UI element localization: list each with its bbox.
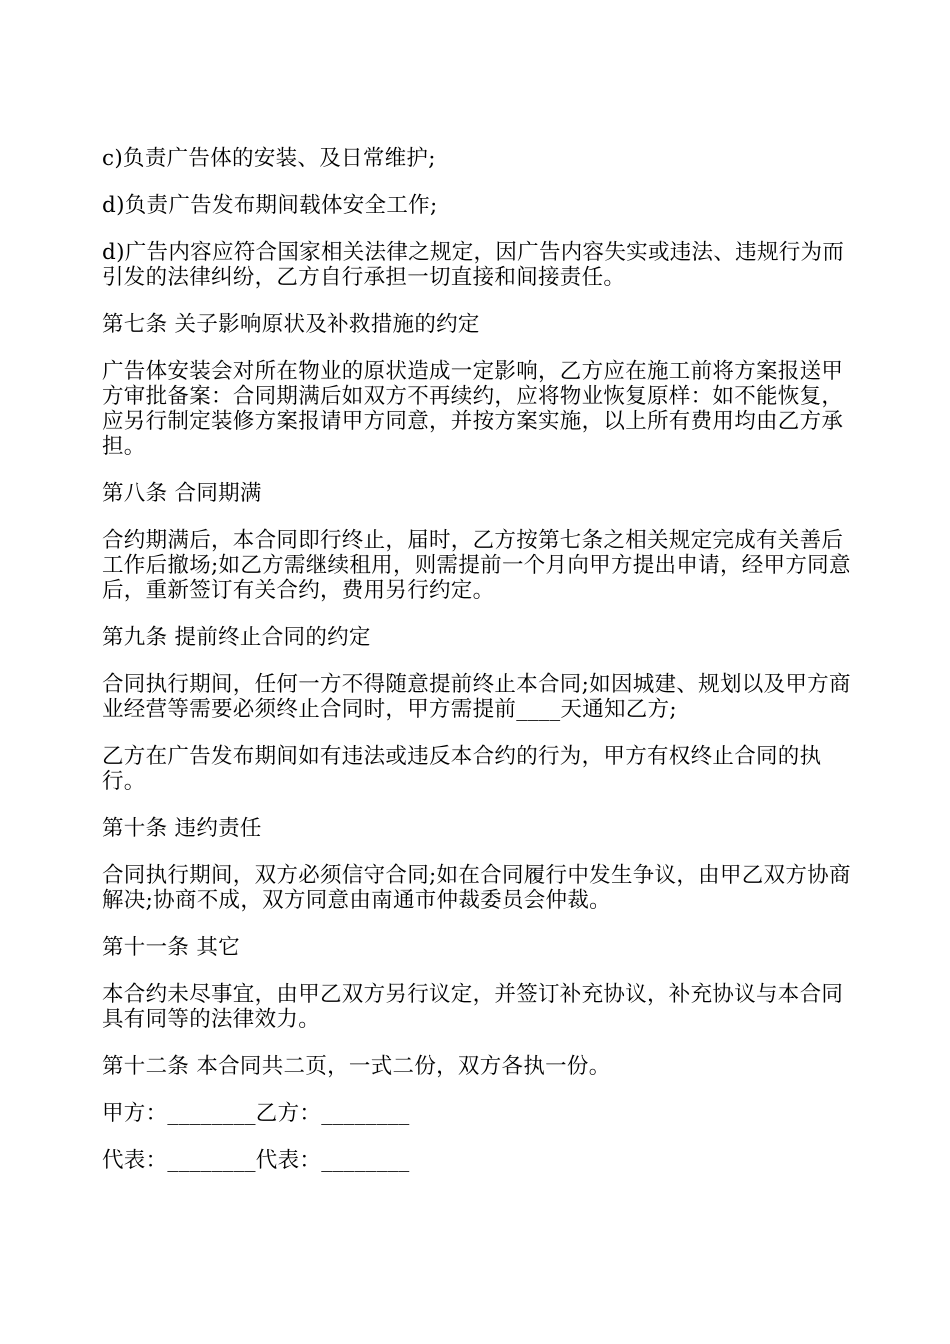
article-9-body-1: 合同执行期间，任何一方不得随意提前终止本合同;如因城建、规划以及甲方商业经营等需要必须终止合同时，甲方需提前____天通知乙方; <box>102 672 851 722</box>
clause-d-content-compliance: d)广告内容应符合国家相关法律之规定，因广告内容失实或违法、违规行为而引发的法律纠纷，乙方自行承担一切直接和间接责任。 <box>102 240 845 290</box>
article-11-heading: 第十一条 其它 <box>102 935 240 960</box>
clause-c-installation: c)负责广告体的安装、及日常维护; <box>102 146 436 171</box>
signature-parties-line: 甲方：________乙方：________ <box>102 1101 410 1126</box>
article-7-heading: 第七条 关子影响原状及补救措施的约定 <box>102 312 480 337</box>
article-8-heading: 第八条 合同期满 <box>102 481 262 506</box>
article-9-body-2: 乙方在广告发布期间如有违法或违反本合约的行为，甲方有权终止合同的执行。 <box>102 744 822 794</box>
article-8-body: 合约期满后，本合同即行终止，届时，乙方按第七条之相关规定完成有关善后工作后撤场;如乙方需继续租用，则需提前一个月向甲方提出申请，经甲方同意后，重新签订有关合约，费用另行约定。 <box>102 528 851 603</box>
signature-representatives-line: 代表：________代表：________ <box>102 1148 410 1173</box>
article-9-heading: 第九条 提前终止合同的约定 <box>102 625 371 650</box>
article-7-body: 广告体安装会对所在物业的原状造成一定影响，乙方应在施工前将方案报送甲方审批备案：合同期满后如双方不再续约，应将物业恢复原样：如不能恢复，应另行制定装修方案报请甲方同意，并按方案实施，以上所有费用均由乙方承担。 <box>102 359 844 459</box>
clause-d-carrier-safety: d)负责广告发布期间载体安全工作; <box>102 193 438 218</box>
article-10-body: 合同执行期间，双方必须信守合同;如在合同履行中发生争议，由甲乙双方协商解决;协商不成，双方同意由南通市仲裁委员会仲裁。 <box>102 863 851 913</box>
article-12: 第十二条 本合同共二页，一式二份，双方各执一份。 <box>102 1054 611 1079</box>
article-10-heading: 第十条 违约责任 <box>102 816 262 841</box>
document-page <box>102 146 852 1195</box>
article-11-body: 本合约未尽事宜，由甲乙双方另行议定，并签订补充协议，补充协议与本合同具有同等的法律效力。 <box>102 982 844 1032</box>
